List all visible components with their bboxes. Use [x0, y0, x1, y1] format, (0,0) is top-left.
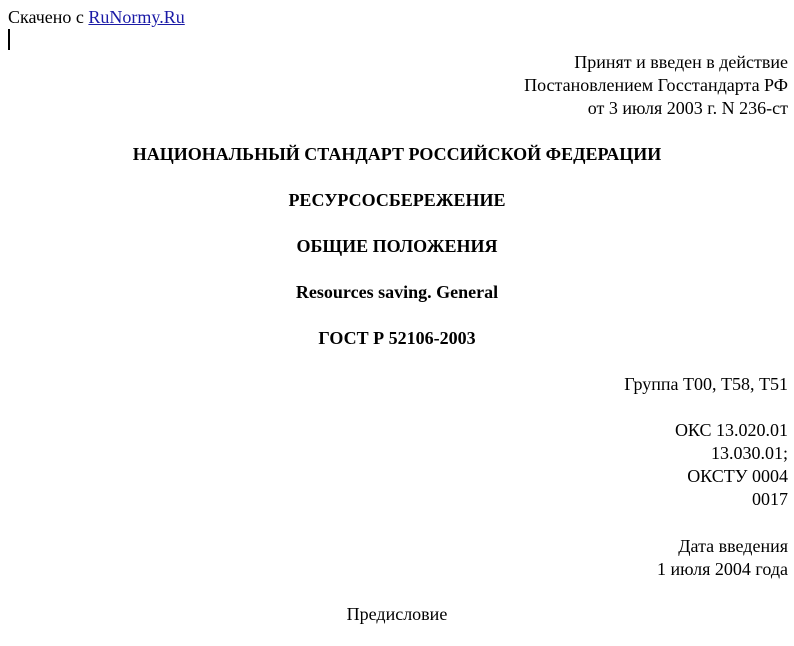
introduction-label: Дата введения — [678, 536, 788, 556]
okstu-code-1: ОКСТУ 0004 — [687, 466, 788, 486]
standard-type-heading: НАЦИОНАЛЬНЫЙ СТАНДАРТ РОССИЙСКОЙ ФЕДЕРАЦИИ — [132, 144, 662, 164]
oks-code-2: 13.030.01; — [710, 443, 788, 463]
subject-heading: РЕСУРСОСБЕРЕЖЕНИЕ — [288, 190, 506, 210]
okstu-code-2: 0017 — [752, 489, 788, 509]
adoption-line-2: Постановлением Госстандарта РФ — [524, 75, 788, 95]
oks-code-1: ОКС 13.020.01 — [674, 420, 788, 440]
adoption-line-3: от 3 июля 2003 г. N 236-ст — [587, 98, 788, 118]
group-codes: Группа Т00, Т58, Т51 — [624, 374, 788, 394]
preface-heading: Предисловие — [346, 604, 448, 624]
download-source-prefix: Скачено с — [8, 7, 89, 27]
adoption-line-1: Принят и введен в действие — [574, 52, 788, 72]
introduction-date: 1 июля 2004 года — [657, 559, 788, 579]
text-cursor — [8, 29, 10, 50]
download-source — [8, 6, 185, 28]
runormy-link[interactable]: RuNormy.Ru — [88, 7, 185, 27]
english-title: Resources saving. General — [295, 282, 499, 302]
standard-code: ГОСТ Р 52106-2003 — [318, 328, 476, 348]
subtitle-heading: ОБЩИЕ ПОЛОЖЕНИЯ — [296, 236, 498, 256]
